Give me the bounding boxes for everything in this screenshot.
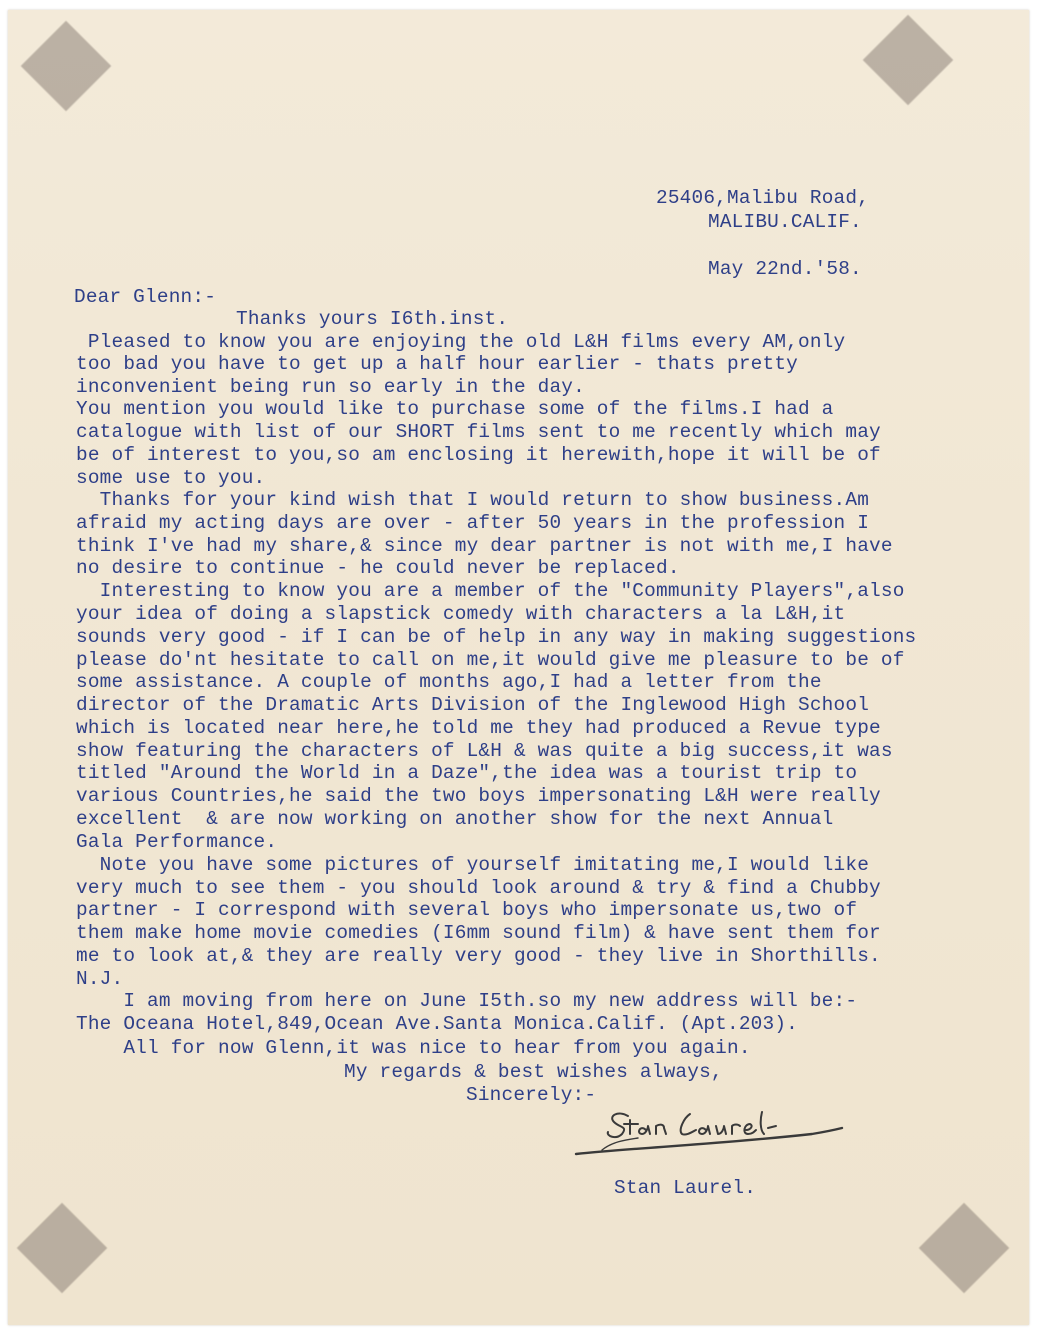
date-line: May 22nd.'58. <box>708 258 862 280</box>
body-line: no desire to continue - he could never be replaced. <box>76 557 680 579</box>
body-line: very much to see them - you should look around & try & find a Chubby <box>76 877 881 899</box>
body-line: inconvenient being run so early in the day. <box>76 376 585 398</box>
body-line: some use to you. <box>76 467 266 489</box>
tape-bottom-left <box>17 1203 108 1294</box>
body-line: Thanks for your kind wish that I would return to show business.Am <box>76 489 870 511</box>
body-line: show featuring the characters of L&H & was quite a big success,it was <box>76 740 893 762</box>
body-line: your idea of doing a slapstick comedy with characters a la L&H,it <box>76 603 846 625</box>
body-line: Interesting to know you are a member of the "Community Players",also <box>76 580 905 602</box>
body-line: think I've had my share,& since my dear partner is not with me,I have <box>76 535 893 557</box>
body-line: which is located near here,he told me they had produced a Revue type <box>76 717 881 739</box>
body-line: director of the Dramatic Arts Division of the Inglewood High School <box>76 694 870 716</box>
body-line: catalogue with list of our SHORT films sent to me recently which may <box>76 421 881 443</box>
body-line: sounds very good - if I can be of help in any way in making suggestions <box>76 626 917 648</box>
body-line: excellent & are now working on another show for the next Annual <box>76 808 834 830</box>
body-line: The Oceana Hotel,849,Ocean Ave.Santa Monica.Calif. (Apt.203). <box>76 1013 799 1035</box>
tape-top-left <box>21 21 112 112</box>
body-line: various Countries,he said the two boys impersonating L&H were really <box>76 785 881 807</box>
body-line: too bad you have to get up a half hour earlier - thats pretty <box>76 353 799 375</box>
typed-signature: Stan Laurel. <box>614 1177 757 1199</box>
body-line: All for now Glenn,it was nice to hear from you again. <box>76 1037 751 1059</box>
body-line: some assistance. A couple of months ago,I had a letter from the <box>76 671 822 693</box>
body-line: titled "Around the World in a Daze",the idea was a tourist trip to <box>76 762 858 784</box>
body-line: me to look at,& they are really very good - they live in Shorthills. <box>76 945 881 967</box>
body-line: afraid my acting days are over - after 50 years in the profession I <box>76 512 870 534</box>
body-line: You mention you would like to purchase some of the films.I had a <box>76 398 834 420</box>
closing-regards: My regards & best wishes always, <box>344 1061 723 1083</box>
tape-bottom-right <box>919 1203 1010 1294</box>
salutation: Dear Glenn:- <box>74 286 217 308</box>
address-line-1: 25406,Malibu Road, <box>656 187 870 209</box>
body-line: partner - I correspond with several boys who impersonate us,two of <box>76 899 858 921</box>
body-line: Note you have some pictures of yourself imitating me,I would like <box>76 854 870 876</box>
body-line: N.J. <box>76 968 124 990</box>
body-line: I am moving from here on June I5th.so my new address will be:- <box>76 990 858 1012</box>
tape-top-right <box>863 15 954 106</box>
body-line: Thanks yours I6th.inst. <box>236 308 509 330</box>
body-line: them make home movie comedies (I6mm sound film) & have sent them for <box>76 922 881 944</box>
body-line: Gala Performance. <box>76 831 278 853</box>
body-line: please do'nt hesitate to call on me,it would give me pleasure to be of <box>76 649 905 671</box>
body-line: Pleased to know you are enjoying the old L&H films every AM,only <box>76 331 846 353</box>
handwritten-signature <box>572 1104 852 1164</box>
body-line: be of interest to you,so am enclosing it herewith,hope it will be of <box>76 444 881 466</box>
address-line-2: MALIBU.CALIF. <box>708 211 862 233</box>
closing-sincerely: Sincerely:- <box>466 1084 597 1106</box>
